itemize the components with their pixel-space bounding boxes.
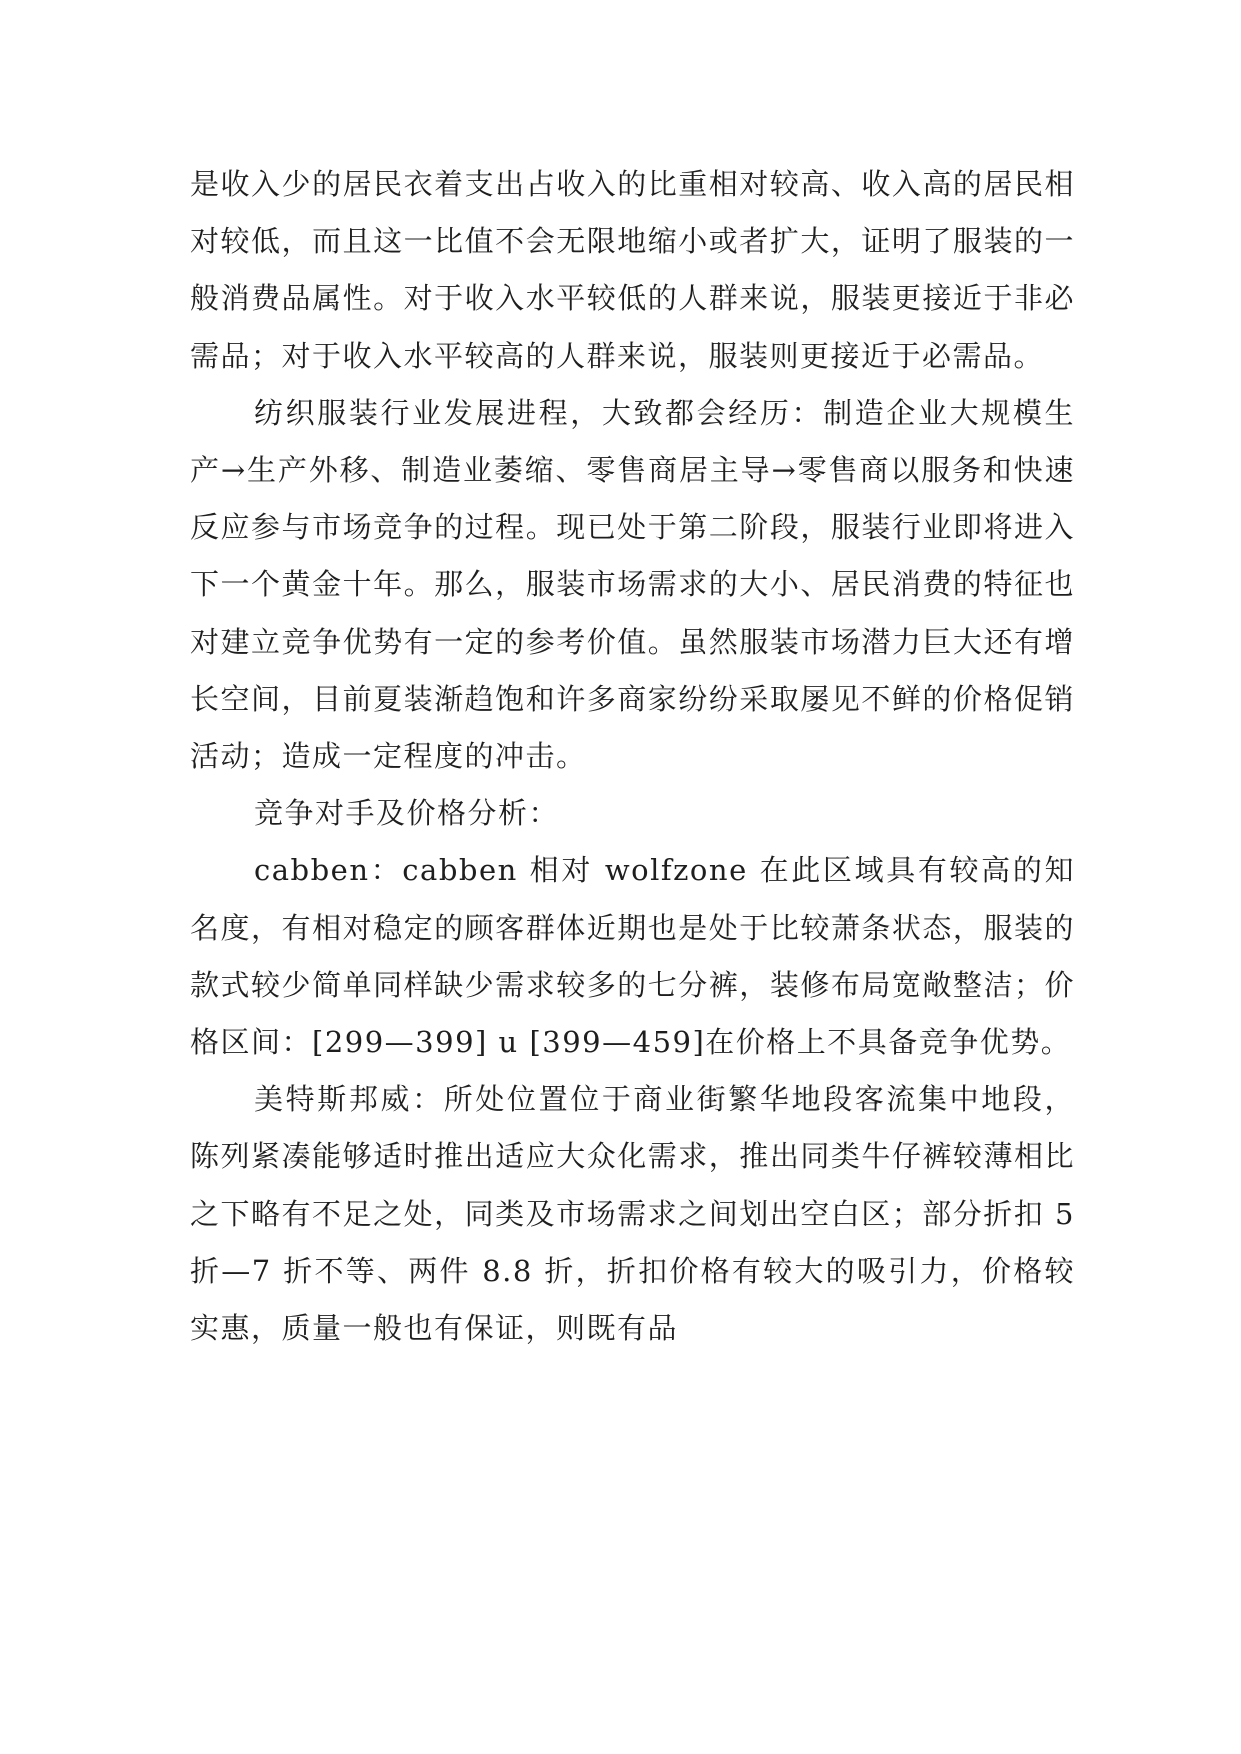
section-heading-competitor-price-analysis: 竞争对手及价格分析： <box>254 796 560 831</box>
paragraph-clothing-consumption: 是收入少的居民衣着支出占收入的比重相对较高、收入高的居民相对较低，而且这一比值不会无限地缩小或者扩大，证明了服装的一般消费品属性。对于收入水平较低的人群来说，服装更接近于非必需品；对于收入水平较高的人群来说，服装则更接近于必需品。 <box>190 167 1075 373</box>
paragraph-cabben-analysis: cabben：cabben 相对 wolfzone 在此区域具有较高的知名度，有相对稳定的顾客群体近期也是处于比较萧条状态，服装的款式较少简单同样缺少需求较多的七分裤，装修布局宽敞整洁；价格区间：[299—399] u [399—459]在价格上不具备竞争优势。 <box>190 853 1075 1060</box>
paragraph-metersbonwe-analysis: 美特斯邦威：所处位置位于商业街繁华地段客流集中地段，陈列紧凑能够适时推出适应大众化需求，推出同类牛仔裤较薄相比之下略有不足之处，同类及市场需求之间划出空白区；部分折扣 5 折—7 折不等、两件 8.8 折，折扣价格有较大的吸引力，价格较实惠，质量一般也有保证，则既有品 <box>190 1082 1075 1346</box>
document-page <box>190 156 1075 1357</box>
paragraph-industry-development: 纺织服装行业发展进程，大致都会经历：制造企业大规模生产→生产外移、制造业萎缩、零售商居主导→零售商以服务和快速反应参与市场竞争的过程。现已处于第二阶段，服装行业即将进入下一个黄金十年。那么，服装市场需求的大小、居民消费的特征也对建立竞争优势有一定的参考价值。虽然服装市场潜力巨大还有增长空间，目前夏装渐趋饱和许多商家纷纷采取屡见不鲜的价格促销活动；造成一定程度的冲击。 <box>190 395 1075 774</box>
